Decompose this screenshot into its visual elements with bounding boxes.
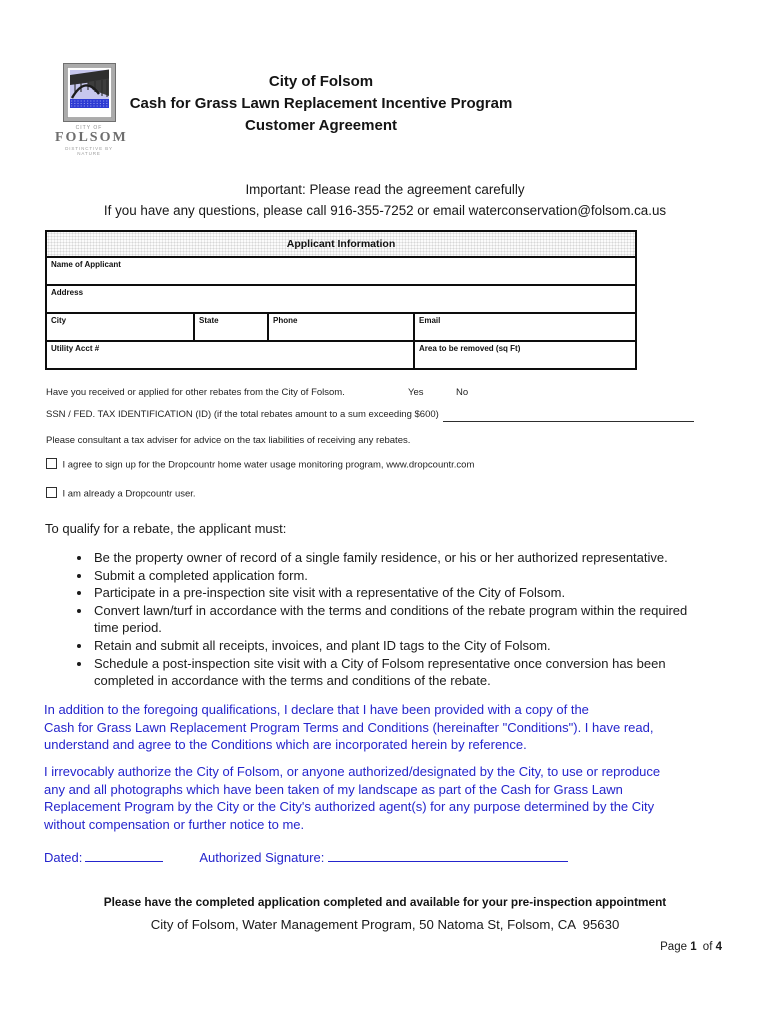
page-of-word: of <box>702 941 713 953</box>
address-label: Address <box>51 288 84 297</box>
ssn-blank[interactable] <box>443 409 694 422</box>
dropcountr-signup-checkbox-icon[interactable] <box>46 458 57 469</box>
title-line-2: Cash for Grass Lawn Replacement Incentive Program <box>129 95 513 112</box>
address-field[interactable] <box>46 285 636 313</box>
dated-label: Dated: <box>44 850 83 865</box>
notice-line-1: Important: Please read the agreement carefully <box>245 182 525 197</box>
logo-wordmark: FOLSOM <box>55 130 128 145</box>
notice-line-2: If you have any questions, please call 916-355-7252 or email waterconservation@folsom.ca.us <box>103 202 667 218</box>
dated-blank[interactable] <box>85 849 163 862</box>
rebates-question-line <box>46 387 546 401</box>
signature-blank[interactable] <box>328 849 568 862</box>
page-number <box>46 941 722 953</box>
state-field[interactable] <box>194 313 268 341</box>
rebates-question-text: Have you received or applied for other rebates from the City of Folsom. <box>46 387 345 398</box>
list-item: • Retain and submit all receipts, invoices, and plant ID tags to the City of Folsom. <box>92 637 770 655</box>
utility-acct-field[interactable] <box>46 341 414 369</box>
title-line-1: City of Folsom <box>268 73 374 90</box>
list-item: • Schedule a post-inspection site visit with a City of Folsom representative once conversion has been completed in accordance with the terms and conditions of the rebate. <box>92 655 770 690</box>
list-item: • Convert lawn/turf in accordance with the terms and conditions of the rebate program within the required time period. <box>92 602 770 637</box>
document-title <box>46 71 596 137</box>
page-total: 4 <box>715 941 722 953</box>
phone-field[interactable] <box>268 313 414 341</box>
ssn-line <box>46 409 694 422</box>
name-of-applicant-label: Name of Applicant <box>51 260 121 269</box>
footer-address: City of Folsom, Water Management Program, 50 Natoma St, Folsom, CA 95630 <box>150 917 620 932</box>
city-field[interactable] <box>46 313 194 341</box>
signature-row <box>44 849 568 867</box>
page-current: 1 <box>690 941 697 953</box>
phone-label: Phone <box>273 316 298 325</box>
email-label: Email <box>419 316 441 325</box>
city-label: City <box>51 316 67 325</box>
yes-option[interactable]: Yes <box>408 387 424 398</box>
email-field[interactable] <box>414 313 636 341</box>
qualify-heading: To qualify for a rebate, the applicant must: <box>45 521 287 536</box>
list-item: • Submit a completed application form. <box>92 567 770 585</box>
list-item: • Be the property owner of record of a single family residence, or his or her authorized representative. <box>92 549 770 567</box>
dropcountr-existing-label: I am already a Dropcountr user. <box>62 488 196 500</box>
dropcountr-existing-checkbox-icon[interactable] <box>46 487 57 498</box>
dropcountr-existing-row <box>46 487 196 501</box>
utility-acct-label: Utility Acct # <box>51 344 100 353</box>
logo-tagline: DISTINCTIVE BY NATURE <box>65 146 113 156</box>
dropcountr-signup-row <box>46 458 474 472</box>
applicant-info-table <box>45 230 637 370</box>
footer-note: Please have the completed application completed and available for your pre-inspection appointment <box>103 895 667 909</box>
legal-paragraph-1: In addition to the foregoing qualifications, I declare that I have been provided with a copy of the Cash for Grass Lawn Replacement Program Terms and Conditions (hereinafter "Conditions"). I have read, understand and agree to the Conditions which are incorporated herein by reference. <box>44 702 654 753</box>
dropcountr-signup-label: I agree to sign up for the Dropcountr home water usage monitoring program, www.dropcountr.com <box>62 459 475 471</box>
area-to-remove-field[interactable] <box>414 341 636 369</box>
ssn-label: SSN / FED. TAX IDENTIFICATION (ID) (if the total rebates amount to a sum exceeding $600) <box>46 409 439 420</box>
important-notice <box>46 180 724 221</box>
page-word: Page <box>660 941 687 953</box>
area-to-remove-label: Area to be removed (sq Ft) <box>419 344 521 353</box>
no-option[interactable]: No <box>456 387 469 398</box>
title-line-3: Customer Agreement <box>245 117 397 134</box>
qualification-list <box>60 549 770 690</box>
signature-label: Authorized Signature: <box>199 850 325 865</box>
table-title: Applicant Information <box>46 231 636 257</box>
logo-city-of: CITY OF <box>75 125 103 131</box>
name-of-applicant-field[interactable] <box>46 257 636 285</box>
legal-paragraph-2: I irrevocably authorize the City of Folsom, or anyone authorized/designated by the City, to use or reproduce any and all photographs which have been taken of my landscape as part of the Cash for Grass Lawn Replacement Program by the City or the City's authorized agent(s) for any purpose determined by the City without compensation or further notice to me. <box>44 764 661 833</box>
state-label: State <box>199 316 219 325</box>
tax-note: Please consultant a tax adviser for advice on the tax liabilities of receiving any rebates. <box>46 435 411 446</box>
list-item: • Participate in a pre-inspection site visit with a representative of the City of Folsom. <box>92 584 770 602</box>
